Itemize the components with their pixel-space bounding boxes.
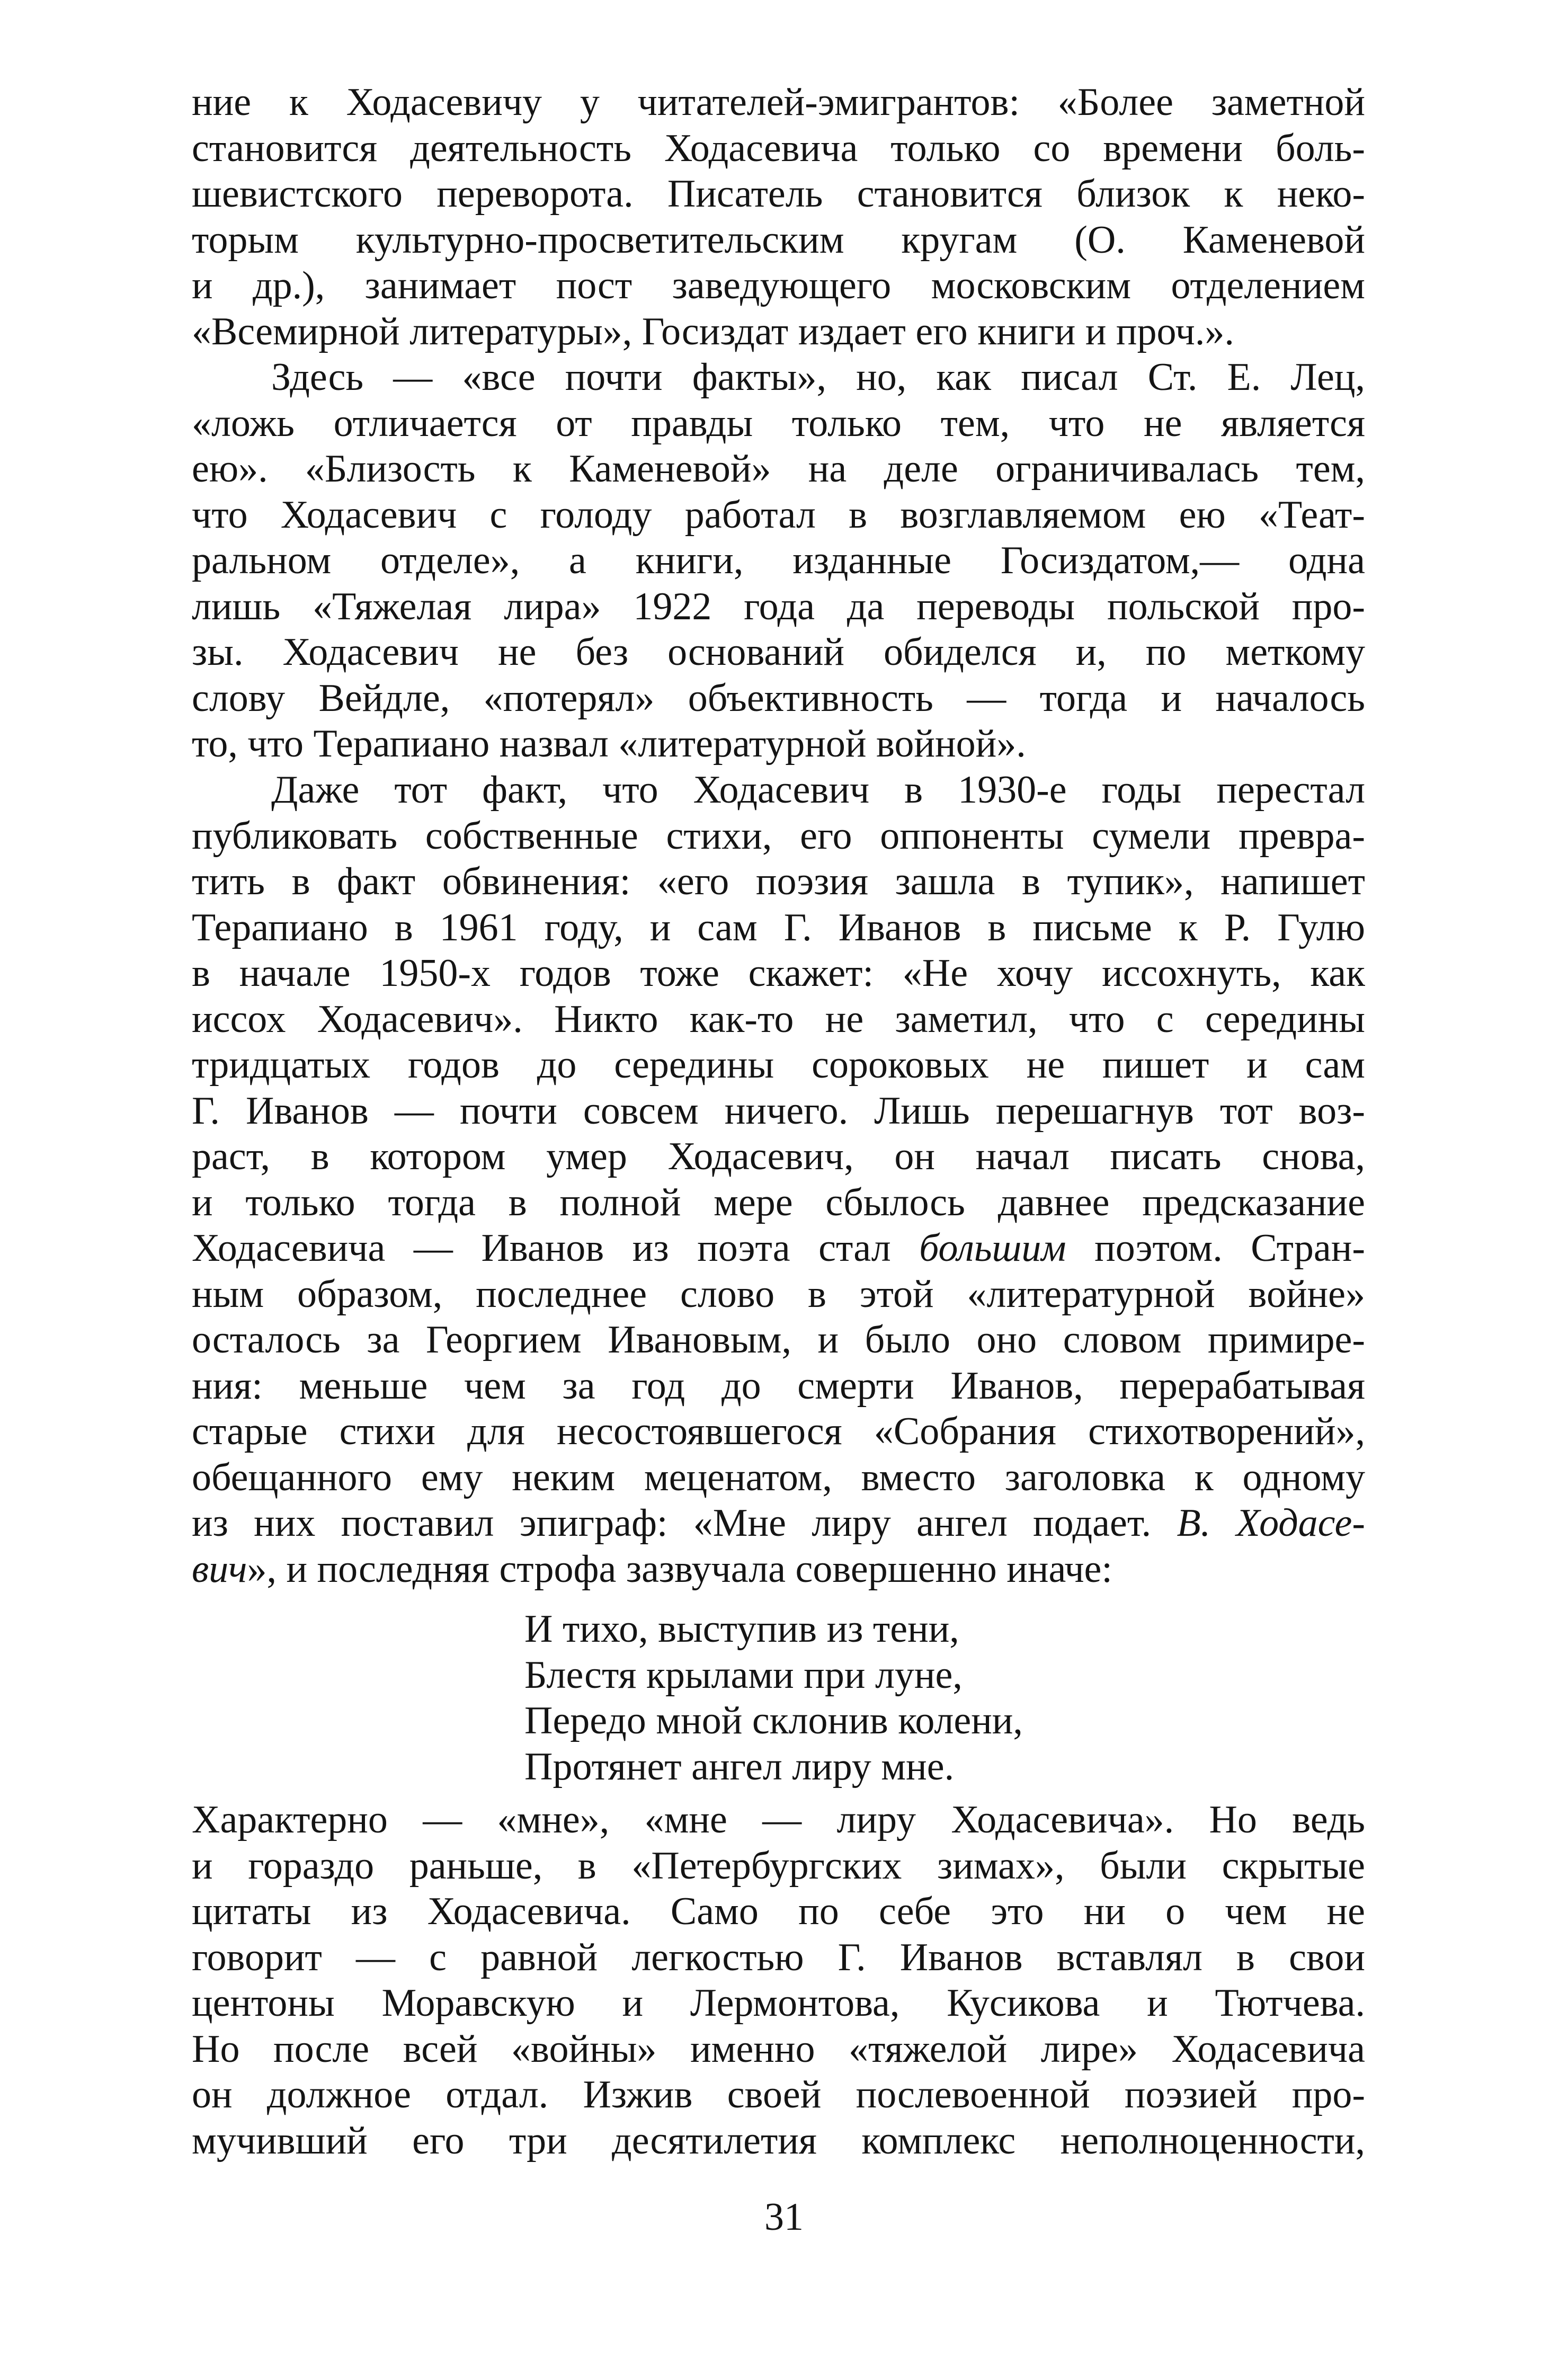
- text-line: лишь «Тяжелая лира» 1922 года да переводы польской про-: [192, 584, 1365, 628]
- text-run: поэтом. Стран-: [1066, 1226, 1366, 1270]
- text-line: ние к Ходасевичу у читателей-эмигрантов: «Более заметной: [192, 81, 1365, 124]
- text-line: говорит — с равной легкостью Г. Иванов вставлял в свои: [192, 1935, 1365, 1979]
- text-line: [192, 1546, 1365, 1592]
- text-run: », и последняя строфа зазвучала совершенно иначе:: [247, 1547, 1112, 1591]
- text-line: ральном отделе», а книги, изданные Госиздатом,— одна: [192, 539, 1365, 582]
- text-line: публиковать собственные стихи, его оппоненты сумели превра-: [192, 814, 1365, 858]
- text-line: ния: меньше чем за год до смерти Иванов, перерабатывая: [192, 1364, 1365, 1408]
- text-line: «Всемирной литературы», Госиздат издает его книги и проч.».: [192, 309, 1234, 353]
- text-line: раст, в котором умер Ходасевич, он начал писать снова,: [192, 1135, 1365, 1178]
- paragraph-zdes: [192, 354, 1365, 767]
- text-line: иссох Ходасевич». Никто как-то не заметил, что с середины: [192, 997, 1365, 1041]
- text-line: ею». «Близость к Каменевой» на деле ограничивалась тем,: [192, 447, 1365, 491]
- poem-line: Протянет ангел лиру мне.: [524, 1745, 955, 1788]
- text-line: центоны Моравскую и Лермонтова, Кусикова и Тютчева.: [192, 1981, 1365, 2025]
- poem-stanza: [524, 1606, 1023, 1790]
- page-number: 31: [764, 2195, 804, 2239]
- text-line: мучивший его три десятилетия комплекс неполноценности,: [192, 2119, 1365, 2163]
- text-line: он должное отдал. Изжив своей послевоенной поэзией про-: [192, 2073, 1365, 2116]
- emphasis-text: вич: [192, 1547, 247, 1591]
- poem-line: И тихо, выступив из тени,: [524, 1607, 959, 1651]
- paragraph-intro: [192, 79, 1365, 354]
- text-line: цитаты из Ходасевича. Само по себе это ни о чем не: [192, 1890, 1365, 1933]
- text-line: в начале 1950-х годов тоже скажет: «Не хочу иссохнуть, как: [192, 951, 1365, 995]
- text-run: Ходасевича — Иванов из поэта стал: [192, 1226, 920, 1270]
- text-run: из них поставил эпиграф: «Мне лиру ангел подает.: [192, 1501, 1177, 1545]
- text-line: и гораздо раньше, в «Петербургских зимах», были скрытые: [192, 1844, 1365, 1888]
- text-line: обещанного ему неким меценатом, вместо заголовка к одному: [192, 1455, 1365, 1499]
- text-line: [192, 1500, 1365, 1546]
- text-line: Терапиано в 1961 году, и сам Г. Иванов в письме к Р. Гулю: [192, 905, 1365, 949]
- poem-line: Блестя крылами при луне,: [524, 1653, 963, 1697]
- text-line: слову Вейдле, «потерял» объективность — тогда и началось: [192, 676, 1365, 720]
- text-line: ным образом, последнее слово в этой «литературной войне»: [192, 1272, 1365, 1316]
- text-line: старые стихи для несостоявшегося «Собрания стихотворений»,: [192, 1410, 1365, 1453]
- text-line: Г. Иванов — почти совсем ничего. Лишь перешагнув тот воз-: [192, 1089, 1365, 1133]
- text-line: шевистского переворота. Писатель становится близок к неко-: [192, 172, 1365, 216]
- text-line: торым культурно-просветительским кругам (О. Каменевой: [192, 218, 1365, 262]
- text-line: становится деятельность Ходасевича только со времени боль-: [192, 126, 1365, 170]
- emphasis-text: большим: [919, 1226, 1066, 1270]
- text-line: Даже тот факт, что Ходасевич в 1930-е годы перестал: [271, 768, 1365, 812]
- text-line: и только тогда в полной мере сбылось давнее предсказание: [192, 1180, 1365, 1224]
- text-line: «ложь отличается от правды только тем, что не является: [192, 401, 1365, 445]
- text-line: [192, 1225, 1365, 1271]
- poem-line: Передо мной склонив колени,: [524, 1699, 1023, 1742]
- emphasis-text: В. Ходасе-: [1177, 1501, 1365, 1545]
- paragraph-dazhe: [192, 767, 1365, 1592]
- text-line: что Ходасевич с голоду работал в возглавляемом ею «Теат-: [192, 493, 1365, 537]
- text-line: Но после всей «войны» именно «тяжелой лире» Ходасевича: [192, 2027, 1365, 2071]
- text-line: зы. Ходасевич не без оснований обиделся и, по меткому: [192, 630, 1365, 674]
- text-line: то, что Терапиано назвал «литературной войной».: [192, 722, 1026, 766]
- paragraph-harakterno: [192, 1797, 1365, 2164]
- text-line: тридцатых годов до середины сороковых не пишет и сам: [192, 1043, 1365, 1087]
- text-line: тить в факт обвинения: «его поэзия зашла в тупик», напишет: [192, 860, 1365, 903]
- text-line: Здесь — «все почти факты», но, как писал Ст. Е. Лец,: [271, 355, 1365, 399]
- text-line: Характерно — «мне», «мне — лиру Ходасевича». Но ведь: [192, 1798, 1365, 1841]
- text-line: и др.), занимает пост заведующего московским отделением: [192, 264, 1365, 307]
- text-line: осталось за Георгием Ивановым, и было оно словом примире-: [192, 1318, 1365, 1362]
